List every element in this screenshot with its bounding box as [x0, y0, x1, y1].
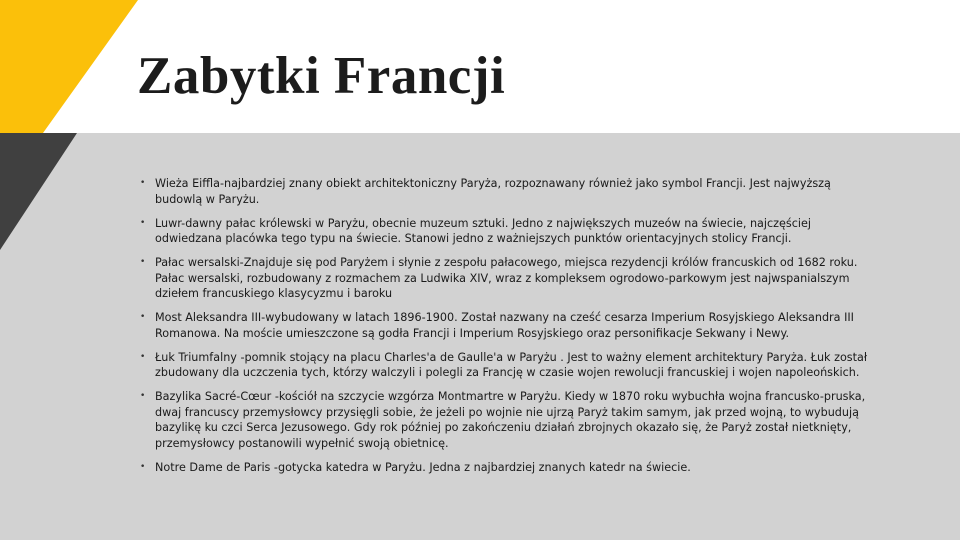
bullet-item [140, 216, 870, 247]
bullet-marker: • [140, 178, 146, 188]
bullet-text: Łuk Triumfalny -pomnik stojący na placu Charles'a de Gaulle'a w Paryżu . Jest to ważny element architektury Paryża. Łuk został zbudowany dla uczczenia tych, którzy walczyli i polegli za Francję w czasie wojen rewolucji francuskiej i wojen napoleońskich. [155, 350, 868, 379]
bullet-item [140, 176, 870, 207]
bullet-item [140, 389, 870, 451]
bullet-list [140, 176, 870, 484]
bullet-text: Pałac wersalski-Znajduje się pod Paryżem i słynie z zespołu pałacowego, miejsca rezydencji królów francuskich od 1682 roku. Pałac wersalski, rozbudowany z rozmachem za Ludwika XIV, wraz z kompleksem ogrodowo-parkowym jest najwspanialszym dziełem francuskiego klasycyzmu i baroku [155, 256, 858, 300]
dark-accent-stripe [0, 133, 77, 250]
bullet-text: Notre Dame de Paris -gotycka katedra w Paryżu. Jedna z najbardziej znanych katedr na świecie. [155, 460, 691, 474]
bullet-text: Most Aleksandra III-wybudowany w latach 1896-1900. Został nazwany na cześć cesarza Imperium Rosyjskiego Aleksandra III Romanowa. Na moście umieszczone są godła Francji i Imperium Rosyjskiego oraz personifikacje Sekwany i Newy. [155, 311, 854, 340]
bullet-marker: • [140, 461, 146, 472]
bullet-text: Bazylika Sacré-Cœur -kościół na szczycie wzgórza Montmartre w Paryżu. Kiedy w 1870 roku wybuchła wojna francusko-pruska, dwaj francuscy przemysłowcy przysięgli sobie, że jeżeli po wojnie nie ujrzą Paryż takim samym, jak przed wojną, to wybudują bazylikę ku czci Serca Jezusowego. Gdy rok później po zakończeniu działań zbrojnych okazało się, że Paryż został nietknięty, przemysłowcy postanowili wypełnić swoją obietnicę. [155, 390, 866, 450]
bullet-item [140, 255, 870, 302]
yellow-accent-stripe [0, 0, 138, 133]
bullet-marker: • [140, 351, 146, 362]
bullet-marker: • [140, 391, 146, 401]
slide-title: Zabytki Francji [137, 47, 506, 105]
bullet-item [140, 460, 870, 476]
bullet-marker: • [140, 257, 146, 267]
bullet-text: Luwr-dawny pałac królewski w Paryżu, obecnie muzeum sztuki. Jedno z największych muzeów na świecie, najczęściej odwiedzana placówka tego typu na świecie. Stanowi jedno z ważniejszych punktów orientacyjnych stolicy Francji. [155, 216, 812, 245]
bullet-marker: • [140, 312, 146, 322]
bullet-item [140, 350, 870, 381]
bullet-marker: • [140, 217, 146, 228]
bullet-item [140, 310, 870, 341]
bullet-text: Wieża Eiffla-najbardziej znany obiekt architektoniczny Paryża, rozpoznawany również jako symbol Francji. Jest najwyższą budowlą w Paryżu. [155, 177, 831, 206]
